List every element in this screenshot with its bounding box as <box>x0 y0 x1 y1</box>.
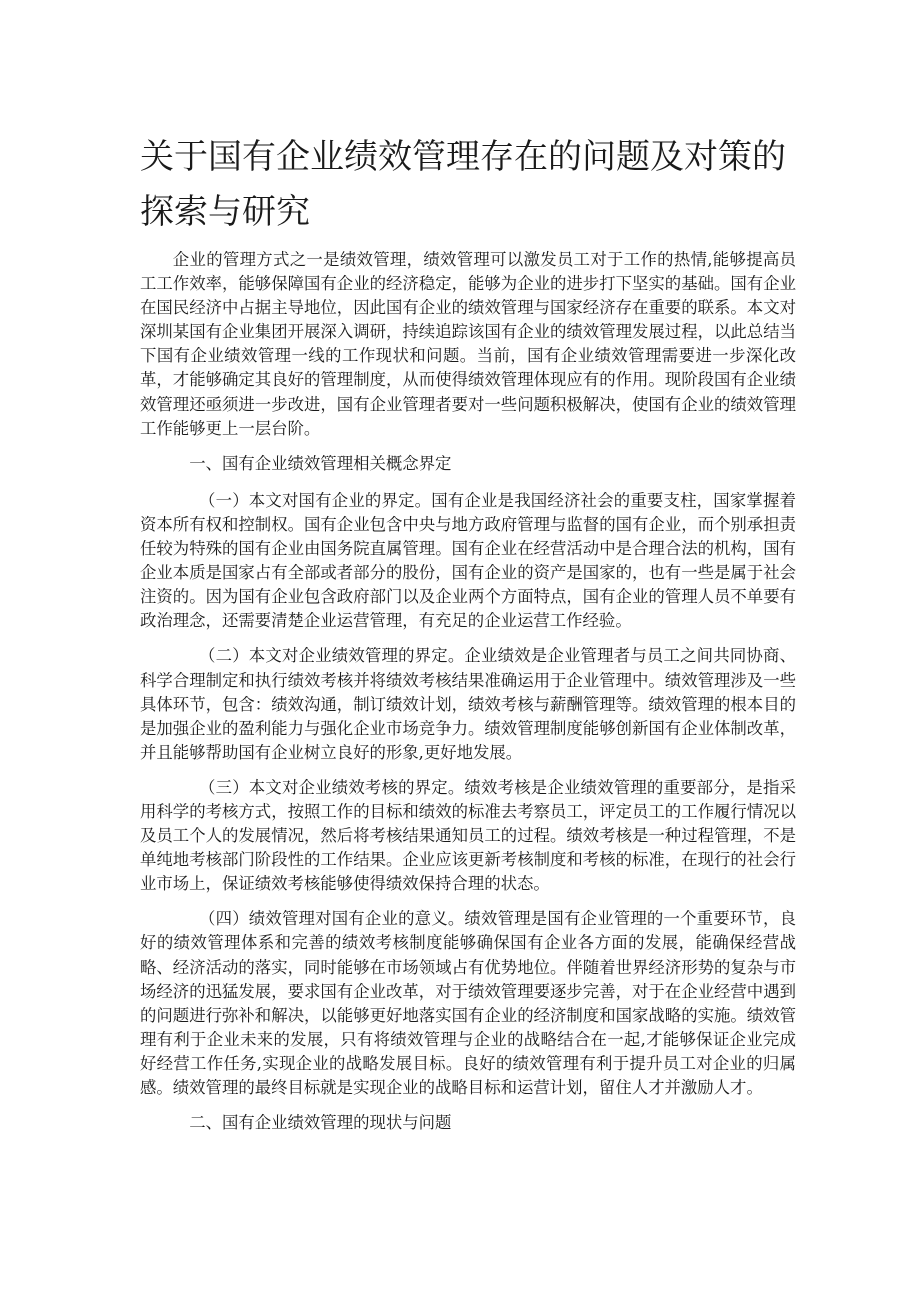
section-2-heading: 二、国有企业绩效管理的现状与问题 <box>189 1113 452 1133</box>
intro-paragraph: 企业的管理方式之一是绩效管理，绩效管理可以激发员工对于工作的热情,能够提高员工工作效率，能够保障国有企业的经济稳定，能够为企业的进步打下坚实的基础。国有企业在国民经济中占据主导地位，因此国有企业的绩效管理与国家经济存在重要的联系。本文对深圳某国有企业集团开展深入调研，持续追踪该国有企业的绩效管理发展过程，以此总结当下国有企业绩效管理一线的工作现状和问题。当前，国有企业绩效管理需要进一步深化改革，才能够确定其良好的管理制度，从而使得绩效管理体现应有的作用。现阶段国有企业绩效管理还亟须进一步改进，国有企业管理者要对一些问题积极解决，使国有企业的绩效管理工作能够更上一层台阶。 <box>140 250 796 438</box>
section-1-heading: 一、国有企业绩效管理相关概念界定 <box>189 453 452 473</box>
section-1-paragraph-2: （二）本文对企业绩效管理的界定。企业绩效是企业管理者与员工之间共同协商、科学合理制定和执行绩效考核并将绩效考核结果准确运用于企业管理中。绩效管理涉及一些具体环节，包含：绩效沟通，制订绩效计划，绩效考核与薪酬管理等。绩效管理的根本目的是加强企业的盈利能力与强化企业市场竞争力。绩效管理制度能够创新国有企业体制改革，并且能够帮助国有企业树立良好的形象,更好地发展。 <box>140 646 796 762</box>
document-page <box>140 130 796 1148</box>
section-1-paragraph-1: （一）本文对国有企业的界定。国有企业是我国经济社会的重要支柱，国家掌握着资本所有权和控制权。国有企业包含中央与地方政府管理与监督的国有企业，而个别承担责任较为特殊的国有企业由国务院直属管理。国有企业在经营活动中是合理合法的机构，国有企业本质是国家占有全部或者部分的股份，国有企业的资产是国家的，也有一些是属于社会注资的。因为国有企业包含政府部门以及企业两个方面特点，国有企业的管理人员不单要有政治理念，还需要清楚企业运营管理，有充足的企业运营工作经验。 <box>140 490 796 631</box>
section-1-paragraph-4: （四）绩效管理对国有企业的意义。绩效管理是国有企业管理的一个重要环节，良好的绩效管理体系和完善的绩效考核制度能够确保国有企业各方面的发展，能确保经营战略、经济活动的落实，同时能够在市场领域占有优势地位。伴随着世界经济形势的复杂与市场经济的迅猛发展，要求国有企业改革，对于绩效管理要逐步完善，对于在企业经营中遇到的问题进行弥补和解决，以能够更好地落实国有企业的经济制度和国家战略的实施。绩效管理有利于企业未来的发展，只有将绩效管理与企业的战略结合在一起,才能够保证企业完成好经营工作任务,实现企业的战略发展目标。良好的绩效管理有利于提升员工对企业的归属感。绩效管理的最终目标就是实现企业的战略目标和运营计划，留住人才并激励人才。 <box>140 909 796 1097</box>
section-1-paragraph-3: （三）本文对企业绩效考核的界定。绩效考核是企业绩效管理的重要部分，是指采用科学的考核方式，按照工作的目标和绩效的标准去考察员工，评定员工的工作履行情况以及员工个人的发展情况，然后将考核结果通知员工的过程。绩效考核是一种过程管理，不是单纯地考核部门阶段性的工作结果。企业应该更新考核制度和考核的标准，在现行的社会行业市场上，保证绩效考核能够使得绩效保持合理的状态。 <box>140 777 796 894</box>
document-title: 关于国有企业绩效管理存在的问题及对策的探索与研究 <box>140 137 786 232</box>
